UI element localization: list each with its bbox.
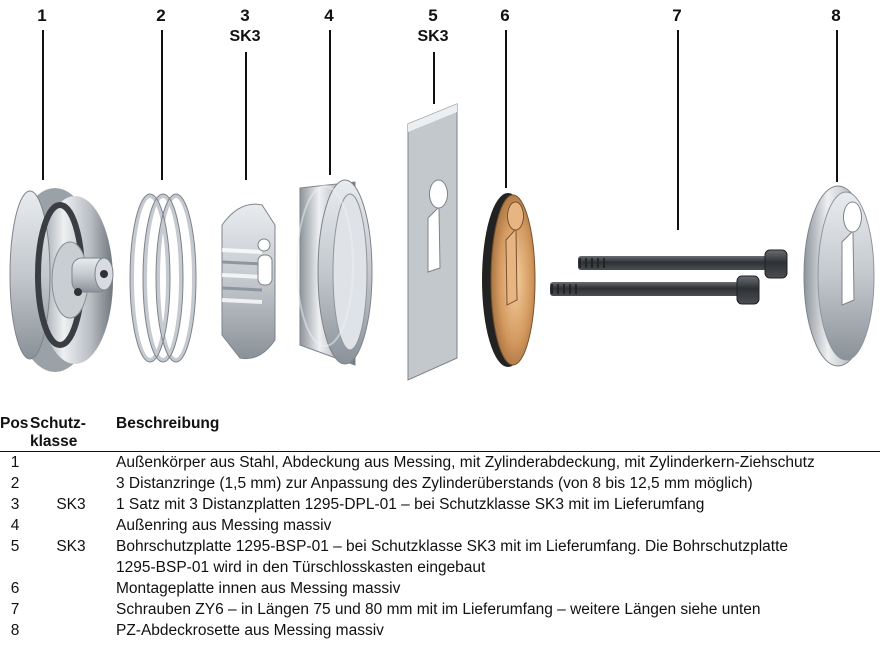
table-row xyxy=(0,494,880,515)
row-description: Montageplatte innen aus Messing massiv xyxy=(116,580,401,597)
row-description: Außenring aus Messing massiv xyxy=(116,517,332,534)
row-class: SK3 xyxy=(56,496,86,513)
table-row xyxy=(0,515,880,536)
table-header-row xyxy=(0,415,880,452)
callout-8-number: 8 xyxy=(831,6,841,25)
row-class xyxy=(30,473,112,494)
row-pos: 8 xyxy=(10,622,20,639)
callout-6-number: 6 xyxy=(500,6,510,25)
row-class xyxy=(30,452,112,473)
row-pos: 3 xyxy=(10,496,20,513)
parts-description-table xyxy=(0,415,880,641)
table-row xyxy=(0,452,880,473)
callout-4-number: 4 xyxy=(324,6,334,25)
row-class: SK3 xyxy=(56,538,86,555)
row-description-line2: 1295-BSP-01 wird in den Türschlosskasten eingebaut xyxy=(116,559,486,576)
column-header-protection-class xyxy=(30,415,112,452)
part-4-outer-ring xyxy=(297,180,372,365)
callout-5-number: 5 xyxy=(428,6,438,25)
table-row xyxy=(0,620,880,641)
part-5-anti-drill-plate xyxy=(408,104,457,380)
row-pos: 1 xyxy=(10,454,20,471)
row-class xyxy=(30,578,112,599)
row-description xyxy=(112,536,880,578)
part-3-spacer-plates xyxy=(222,204,275,358)
column-header-description: Beschreibung xyxy=(116,415,220,432)
part-7-screws xyxy=(550,250,787,304)
callout-3-number: 3 xyxy=(240,6,250,25)
row-pos: 2 xyxy=(10,475,20,492)
row-pos: 5 xyxy=(10,538,20,555)
part-2-spacer-rings xyxy=(132,196,194,360)
row-description: 3 Distanzringe (1,5 mm) zur Anpassung des Zylinderüberstands (von 8 bis 12,5 mm möglich) xyxy=(116,475,753,492)
table-row xyxy=(0,578,880,599)
callout-3-class: SK3 xyxy=(229,28,261,45)
row-pos: 7 xyxy=(10,601,20,618)
column-header-protection-class-line2: klasse xyxy=(30,433,78,450)
row-pos: 6 xyxy=(10,580,20,597)
table-row xyxy=(0,599,880,620)
table-row xyxy=(0,536,880,578)
table-row xyxy=(0,473,880,494)
callout-7-number: 7 xyxy=(672,6,682,25)
column-header-protection-class-line1: Schutz- xyxy=(30,415,86,432)
callout-1-number: 1 xyxy=(37,6,47,25)
column-header-pos: Pos xyxy=(0,415,29,432)
row-class xyxy=(30,620,112,641)
row-description: 1 Satz mit 3 Distanzplatten 1295-DPL-01 – bei Schutzklasse SK3 mit im Lieferumfang xyxy=(116,496,705,513)
part-6-brass-mounting-plate xyxy=(482,193,535,367)
part-1-outer-body xyxy=(10,188,113,372)
row-description-line1: Bohrschutzplatte 1295-BSP-01 – bei Schutzklasse SK3 mit im Lieferumfang. Die Bohrschutzplatte xyxy=(116,538,789,555)
row-class xyxy=(30,599,112,620)
part-8-cover-rosette xyxy=(804,186,874,366)
row-description: PZ-Abdeckrosette aus Messing massiv xyxy=(116,622,384,639)
callout-2-number: 2 xyxy=(156,6,166,25)
row-pos: 4 xyxy=(10,517,20,534)
row-description: Schrauben ZY6 – in Längen 75 und 80 mm mit im Lieferumfang – weitere Längen siehe unten xyxy=(116,601,761,618)
callout-5-class: SK3 xyxy=(417,28,449,45)
row-description: Außenkörper aus Stahl, Abdeckung aus Messing, mit Zylinderabdeckung, mit Zylinderkern-Ziehschutz xyxy=(116,454,815,471)
row-class xyxy=(30,515,112,536)
